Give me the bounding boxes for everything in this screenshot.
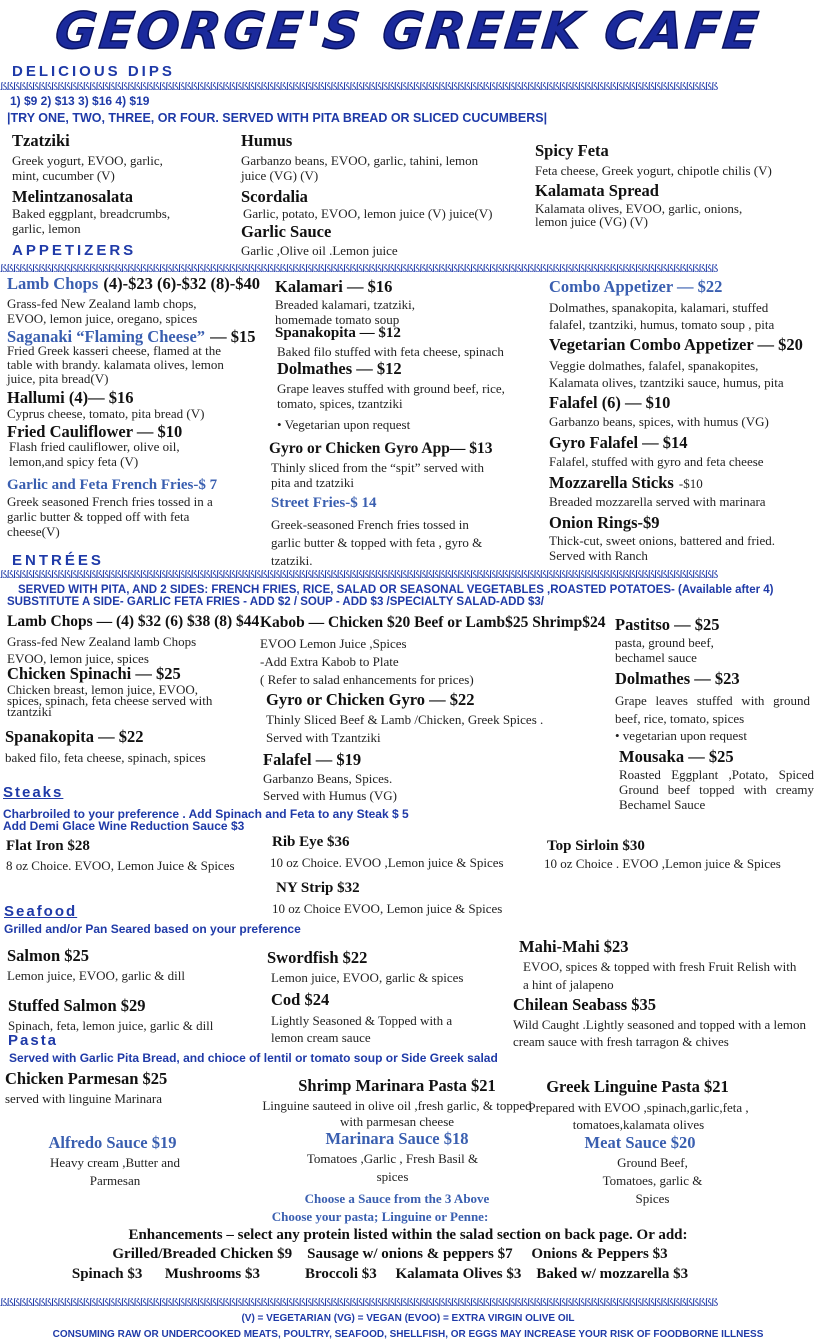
app-desc: Greek-seasoned French fries tossed in garlic butter & topped with feta , gyro & tzatziki. — [271, 517, 483, 568]
pasta-desc: Prepared with EVOO ,spinach,garlic,feta , tomatoes,kalamata olives — [528, 1100, 749, 1132]
entree-desc: Grape leaves stuffed with ground beef, rice, tomato, spices — [615, 693, 810, 726]
entree-name: Chicken Spinachi — $25 — [7, 664, 181, 683]
app-desc: Grass-fed New Zealand lamb chops, EVOO, lemon juice, oregano, spices — [7, 296, 198, 326]
app-desc: Garbanzo beans, spices, with humus (VG) — [549, 414, 769, 429]
steak-desc: 8 oz Choice. EVOO, Lemon Juice & Spices — [6, 858, 235, 873]
enhancements-list: Spinach $3 Mushrooms $3 Broccoli $3 Kalamata Olives $3 Baked w/ mozzarella $3 — [71, 1266, 689, 1282]
dips-prices: 1) $9 2) $13 3) $16 4) $19 — [10, 94, 150, 108]
dip-desc: Garlic, potato, EVOO, lemon juice (V) juice(V) — [243, 206, 493, 221]
dip-name: Kalamata Spread — [535, 181, 659, 200]
entree-desc: Garbanzo Beans, Spices. — [263, 771, 393, 786]
enhancements-intro: Enhancements – select any protein listed within the salad section on back page. Or add: — [128, 1227, 688, 1243]
entree-name: Kabob — Chicken $20 Beef or Lamb$25 Shrimp$24 — [260, 614, 606, 631]
entrees-note: SUBSTITUTE A SIDE- GARLIC FETA FRIES - ADD $2 / SOUP - ADD $3 /SPECIALTY SALAD-ADD $3/ — [7, 596, 544, 608]
steaks-note: Charbroiled to your preference . Add Spinach and Feta to any Steak $ 5 — [3, 807, 409, 821]
seafood-name: Stuffed Salmon $29 — [8, 996, 146, 1015]
entree-desc: Grass-fed New Zealand lamb Chops EVOO, lemon juice, spices — [7, 634, 197, 666]
greek-key-border: ßßßßßßßßßßßßßßßßßßßßßßßßßßßßßßßßßßßßßßßßßßßßßßßßßßßßßßßßßßßßßßßßßßßßßßßßßßßßßßßßßßßßßßßßßßßßßßßßßßßßßßßßßßßßßßßßß — [0, 264, 718, 274]
restaurant-title: GEORGE'S GREEK CAFE — [52, 2, 764, 60]
app-name: Vegetarian Combo Appetizer — $20 — [549, 335, 803, 354]
app-desc: Breaded kalamari, tzatziki, homemade tomato soup — [275, 297, 416, 327]
entree-desc: -Add Extra Kabob to Plate — [260, 654, 399, 669]
entrees-note: SERVED WITH PITA, AND 2 SIDES: FRENCH FRIES, RICE, SALAD OR SEASONAL VEGETABLES ,ROASTED POTATOES- (Available after 4) — [18, 584, 774, 596]
app-desc: Dolmathes, spanakopita, kalamari, stuffed falafel, tzantziki, humus, tomato soup , pita — [549, 300, 775, 332]
app-name: Combo Appetizer — $22 — [549, 277, 723, 296]
dip-desc: Baked eggplant, breadcrumbs, garlic, lemon — [12, 206, 171, 236]
entree-desc: EVOO Lemon Juice ,Spices — [260, 636, 407, 651]
footer-legend: (V) = VEGETARIAN (VG) = VEGAN (EVOO) = EXTRA VIRGIN OLIVE OIL — [241, 1313, 575, 1324]
sauce-name: Marinara Sauce $18 — [325, 1129, 469, 1148]
seafood-name: Mahi-Mahi $23 — [519, 937, 629, 956]
pasta-desc: served with linguine Marinara — [5, 1091, 163, 1106]
dip-name: Melintzanosalata — [12, 187, 133, 206]
pasta-name: Chicken Parmesan $25 — [5, 1069, 168, 1088]
dip-desc: Kalamata olives, EVOO, garlic, onions, lemon juice (VG) (V) — [535, 201, 743, 229]
entree-desc: pasta, ground beef, bechamel sauce — [615, 635, 714, 665]
dips-heading: DELICIOUS DIPS — [12, 63, 175, 80]
app-note: • Vegetarian upon request — [277, 417, 411, 432]
steak-desc: 10 oz Choice. EVOO ,Lemon juice & Spices — [270, 855, 504, 870]
seafood-desc: Lightly Seasoned & Topped with a lemon cream sauce — [271, 1013, 453, 1045]
dip-desc: Garbanzo beans, EVOO, garlic, tahini, lemon juice (VG) (V) — [241, 153, 479, 183]
app-name: Mozzarella Sticks — [549, 473, 674, 492]
entree-name: Mousaka — $25 — [619, 747, 734, 766]
app-price: -$10 — [678, 476, 703, 491]
app-item — [549, 473, 703, 493]
steak-name: Top Sirloin $30 — [547, 838, 645, 854]
seafood-desc: Lemon juice, EVOO, garlic & dill — [7, 968, 185, 983]
dip-name: Humus — [241, 131, 293, 150]
app-name: Garlic and Feta French Fries-$ 7 — [7, 477, 218, 493]
greek-key-border: ßßßßßßßßßßßßßßßßßßßßßßßßßßßßßßßßßßßßßßßßßßßßßßßßßßßßßßßßßßßßßßßßßßßßßßßßßßßßßßßßßßßßßßßßßßßßßßßßßßßßßßßßßßßßßßßßß — [0, 1298, 718, 1308]
enhancements-list: Grilled/Breaded Chicken $9 Sausage w/ onions & peppers $7 Onions & Peppers $3 — [112, 1246, 668, 1262]
dips-note: |TRY ONE, TWO, THREE, OR FOUR. SERVED WITH PITA BREAD OR SLICED CUCUMBERS| — [7, 111, 548, 125]
seafood-desc: Spinach, feta, lemon juice, garlic & dill — [8, 1018, 214, 1033]
entree-name: Spanakopita — $22 — [5, 727, 144, 746]
app-name: Lamb Chops — [7, 274, 99, 293]
greek-key-border: ßßßßßßßßßßßßßßßßßßßßßßßßßßßßßßßßßßßßßßßßßßßßßßßßßßßßßßßßßßßßßßßßßßßßßßßßßßßßßßßßßßßßßßßßßßßßßßßßßßßßßßßßßßßßßßßßß — [0, 570, 718, 580]
app-desc: Flash fried cauliflower, olive oil, lemon,and spicy feta (V) — [9, 439, 180, 469]
entree-name: Falafel — $19 — [263, 750, 362, 769]
appetizers-heading: APPETIZERS — [12, 242, 137, 259]
steak-name: Rib Eye $36 — [272, 834, 350, 850]
steaks-note: Add Demi Glace Wine Reduction Sauce $3 — [3, 819, 245, 833]
seafood-desc: EVOO, spices & topped with fresh Fruit Relish with a hint of jalapeno — [523, 959, 797, 992]
seafood-heading: Seafood — [4, 903, 78, 920]
entree-name: Dolmathes — $23 — [615, 669, 740, 688]
app-desc: Thick-cut, sweet onions, battered and fried. Served with Ranch — [549, 533, 775, 563]
entree-desc: Served with Humus (VG) — [263, 788, 397, 803]
app-desc: Fried Greek kasseri cheese, flamed at the table with brandy. kalamata olives, lemon juice, pita bread(V) — [7, 343, 224, 386]
dip-desc: Feta cheese, Greek yogurt, chipotle chilis (V) — [535, 163, 772, 178]
app-desc: Baked filo stuffed with feta cheese, spinach — [277, 344, 504, 359]
entree-desc: Served with Tzantziki — [266, 730, 381, 745]
steak-name: Flat Iron $28 — [6, 838, 90, 854]
entree-name: Gyro or Chicken Gyro — $22 — [266, 690, 475, 709]
pasta-choose-type: Choose your pasta; Linguine or Penne: — [271, 1209, 489, 1224]
dip-desc: Greek yogurt, EVOO, garlic, mint, cucumber (V) — [12, 153, 163, 183]
seafood-note: Grilled and/or Pan Seared based on your preference — [4, 922, 301, 936]
sauce-name: Alfredo Sauce $19 — [48, 1133, 177, 1152]
app-desc: Breaded mozzarella served with marinara — [549, 494, 766, 509]
app-name: Onion Rings-$9 — [549, 513, 660, 532]
entree-desc: Roasted Eggplant ,Potato, Spiced Ground beef topped with creamy Bechamel Sauce — [619, 767, 814, 812]
app-desc: Greek seasoned French fries tossed in a garlic butter & topped off with feta cheese(V) — [7, 494, 213, 539]
entrees-heading: ENTRÉES — [12, 552, 104, 569]
footer-warning: CONSUMING RAW OR UNDERCOOKED MEATS, POULTRY, SEAFOOD, SHELLFISH, OR EGGS MAY INCREASE YOUR RISK OF FOODBORNE ILLNESS — [52, 1329, 764, 1340]
seafood-name: Cod $24 — [271, 990, 330, 1009]
entree-desc: ( Refer to salad enhancements for prices) — [260, 672, 474, 687]
app-name: Street Fries-$ 14 — [271, 495, 377, 511]
dip-name: Scordalia — [241, 187, 308, 206]
entree-name: Pastitso — $25 — [615, 615, 720, 634]
app-price: — $15 — [210, 327, 256, 346]
app-name: Dolmathes — $12 — [277, 359, 402, 378]
app-desc: Thinly sliced from the “spit” served with pita and tzatziki — [271, 460, 485, 490]
pasta-name: Greek Linguine Pasta $21 — [546, 1077, 729, 1096]
app-name: Spanakopita — $12 — [275, 325, 401, 341]
app-item — [7, 274, 260, 294]
greek-key-border: ßßßßßßßßßßßßßßßßßßßßßßßßßßßßßßßßßßßßßßßßßßßßßßßßßßßßßßßßßßßßßßßßßßßßßßßßßßßßßßßßßßßßßßßßßßßßßßßßßßßßßßßßßßßßßßßßß — [0, 82, 718, 92]
app-desc: Veggie dolmathes, falafel, spanakopites, Kalamata olives, tzantziki sauce, humus, pita — [549, 358, 784, 390]
seafood-desc: Lemon juice, EVOO, garlic & spices — [271, 970, 464, 985]
sauce-desc: Tomatoes ,Garlic , Fresh Basil & spices — [306, 1151, 479, 1184]
entree-name: Lamb Chops — (4) $32 (6) $38 (8) $44 — [7, 613, 260, 630]
entree-note: • vegetarian upon request — [615, 728, 747, 743]
app-price: (4)-$23 (6)-$32 (8)-$40 — [103, 274, 261, 293]
app-name: Hallumi (4)— $16 — [7, 388, 134, 407]
steak-name: NY Strip $32 — [276, 880, 360, 896]
pasta-desc: Linguine sauteed in olive oil ,fresh garlic, & topped with parmesan cheese — [262, 1098, 532, 1129]
entree-desc: Chicken breast, lemon juice, EVOO, spices, spinach, feta cheese served with tzantziki — [7, 682, 213, 719]
dip-desc: Garlic ,Olive oil .Lemon juice — [241, 243, 398, 258]
dip-name: Garlic Sauce — [241, 222, 332, 241]
seafood-name: Swordfish $22 — [267, 948, 368, 967]
dip-name: Tzatziki — [12, 131, 70, 150]
dip-name: Spicy Feta — [535, 141, 609, 160]
pasta-name: Shrimp Marinara Pasta $21 — [298, 1076, 496, 1095]
app-name: Gyro or Chicken Gyro App— $13 — [269, 440, 493, 457]
steak-desc: 10 oz Choice . EVOO ,Lemon juice & Spices — [544, 856, 781, 871]
seafood-name: Salmon $25 — [7, 946, 90, 965]
pasta-choose-sauce: Choose a Sauce from the 3 Above — [304, 1191, 490, 1206]
pasta-note: Served with Garlic Pita Bread, and chioce of lentil or tomato soup or Side Greek salad — [9, 1051, 498, 1065]
seafood-name: Chilean Seabass $35 — [513, 995, 657, 1014]
app-name: Saganaki “Flaming Cheese” — [7, 327, 206, 346]
app-desc: Cyprus cheese, tomato, pita bread (V) — [7, 406, 205, 421]
sauce-desc: Ground Beef, Tomatoes, garlic & Spices — [602, 1155, 703, 1206]
sauce-desc: Heavy cream ,Butter and Parmesan — [50, 1155, 180, 1188]
app-name: Falafel (6) — $10 — [549, 393, 671, 412]
app-name: Fried Cauliflower — $10 — [7, 422, 183, 441]
seafood-desc: Wild Caught .Lightly seasoned and topped with a lemon cream sauce with fresh tarragon & chives — [513, 1017, 807, 1049]
app-name: Kalamari — $16 — [275, 277, 393, 296]
sauce-name: Meat Sauce $20 — [584, 1133, 696, 1152]
steak-desc: 10 oz Choice EVOO, Lemon juice & Spices — [272, 901, 503, 916]
entree-desc: Thinly Sliced Beef & Lamb /Chicken, Greek Spices . — [266, 712, 544, 727]
steaks-heading: Steaks — [3, 784, 64, 801]
entree-desc: baked filo, feta cheese, spinach, spices — [5, 750, 206, 765]
pasta-heading: Pasta — [8, 1032, 59, 1049]
app-desc: Falafel, stuffed with gyro and feta cheese — [549, 454, 764, 469]
app-desc: Grape leaves stuffed with ground beef, rice, tomato, spices, tzantziki — [277, 381, 505, 411]
app-name: Gyro Falafel — $14 — [549, 433, 688, 452]
